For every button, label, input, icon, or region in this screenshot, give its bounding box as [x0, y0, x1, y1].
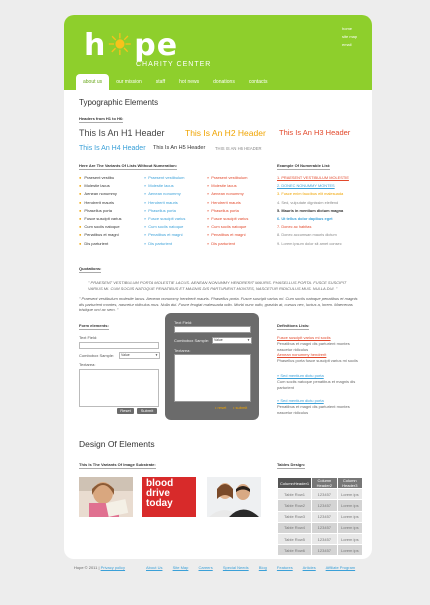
definition-term[interactable]: Fusce suscipit varius mi sociis	[277, 335, 331, 340]
definition-term[interactable]: » Sed mentium dictu porta	[277, 398, 324, 403]
list-arrow-red	[207, 174, 248, 248]
nav-tab-mission[interactable]: our mission	[116, 79, 142, 85]
list-link[interactable]: » Aenean nonummy	[144, 190, 185, 198]
text-field-input[interactable]	[79, 342, 159, 349]
image-substrate-label: This Is The Variants Of Image Substrate:	[79, 462, 156, 467]
logo-letter-h: h	[84, 28, 107, 63]
definition-desc: Penatibus et magni dis parturient montes nascetur ridiculus	[277, 404, 350, 415]
table-header-cell: Column Header3	[337, 478, 362, 489]
table-cell: 123457	[312, 511, 337, 522]
dark-submit-link[interactable]: • submit	[233, 405, 248, 410]
photo-girl-reading	[79, 477, 133, 517]
nav-tab-staff[interactable]: staff	[155, 79, 166, 85]
nav-tab-donations[interactable]: donations	[213, 79, 235, 85]
table-header-cell: Column Header2	[312, 478, 337, 489]
top-link-home[interactable]: home	[342, 26, 353, 31]
dark-form-panel	[165, 313, 259, 420]
numbered-item: 8. Donec accumsan mauris dictum	[277, 232, 337, 238]
list-link[interactable]: » Penatibus et magni	[144, 231, 185, 239]
list-link[interactable]: » Praesent vestibulum	[144, 174, 185, 182]
table-cell: Table Row3	[278, 511, 312, 522]
numbered-list	[277, 174, 349, 248]
table-row	[278, 545, 363, 556]
sun-icon: ☀	[106, 28, 135, 63]
nav-tab-contacts[interactable]: contacts	[248, 79, 268, 85]
list-link[interactable]: » Dis parturient	[144, 240, 185, 248]
dark-combobox-select[interactable]	[212, 337, 252, 344]
list-item: ● Penatibus et magni	[79, 231, 122, 239]
quotations-label: Quotations:	[79, 266, 102, 271]
list-bullet-yellow	[79, 174, 122, 248]
top-link-email[interactable]: email	[342, 42, 352, 47]
footer-link[interactable]: Site Map	[172, 565, 189, 570]
list-link[interactable]: » Penatibus et magni	[207, 231, 248, 239]
styled-table	[277, 477, 363, 556]
table-cell: Lorem ips	[337, 489, 362, 500]
table-row	[278, 533, 363, 544]
list-arrow-blue	[144, 174, 185, 248]
list-item: ● Aenean nonummy	[79, 190, 122, 198]
numerable-label: Example Of Numerable List:	[277, 163, 331, 168]
logo[interactable]	[84, 28, 179, 63]
table-cell: Table Row4	[278, 522, 312, 533]
numbered-item: 3. Fusce enim faucibus elit malesuada	[277, 191, 344, 197]
dark-textarea-input[interactable]	[174, 354, 251, 402]
top-links	[342, 25, 357, 49]
design-title: Design Of Elements	[79, 439, 155, 449]
list-link[interactable]: » Molestie lacus	[144, 182, 185, 190]
footer-copyright	[74, 565, 125, 570]
h1-sample: This Is An H1 Header	[79, 128, 165, 138]
table-cell: 123457	[312, 500, 337, 511]
photo-text-line: today	[146, 498, 173, 509]
site-header	[64, 15, 372, 90]
list-link[interactable]: » Cum sociis natoque	[144, 223, 185, 231]
nav-tab-about[interactable]: about us	[76, 74, 109, 90]
reset-button[interactable]: Reset	[117, 408, 134, 414]
definition-desc: Phasellus porta fusce suscipit varius mi sociis	[277, 358, 358, 363]
chevron-down-icon: ▼	[247, 338, 250, 342]
definitions-label: Definitions Lists:	[277, 323, 310, 328]
list-link[interactable]: » Phasellus porta	[144, 207, 185, 215]
headers-label: Headers from H1 to H6:	[79, 116, 124, 121]
list-link[interactable]: » Hendrerit mauris	[144, 199, 185, 207]
table-row	[278, 522, 363, 533]
list-link[interactable]: » Aenean nonummy	[207, 190, 248, 198]
list-link[interactable]: » Phasellus porta	[207, 207, 248, 215]
numbered-item[interactable]: 2. DONEC NONUMMY MONTES	[277, 183, 335, 189]
text-field-label: Text Field:	[79, 335, 98, 340]
numbered-item[interactable]: 1. PRAESENT VESTIBULUM MOLESTIE	[277, 175, 349, 180]
list-link[interactable]: » Praesent vestibulum	[207, 174, 248, 182]
privacy-link[interactable]: Privacy policy	[100, 565, 126, 570]
list-item: ● Cum sociis natoque	[79, 223, 122, 231]
footer-link[interactable]: Blog	[258, 565, 267, 570]
list-item: ● Dis parturient	[79, 240, 122, 248]
list-link[interactable]: » Cum sociis natoque	[207, 223, 248, 231]
table-cell: Table Row6	[278, 545, 312, 556]
dark-combobox-value: Value	[214, 338, 223, 342]
chevron-down-icon: ▼	[155, 353, 158, 357]
definition-item	[277, 398, 365, 416]
photo-business-couple	[207, 477, 261, 517]
list-link[interactable]: » Hendrerit mauris	[207, 199, 248, 207]
footer-link[interactable]: Affiliate Program	[325, 565, 356, 570]
footer-link[interactable]: Special Needs	[222, 565, 249, 570]
table-cell: Table Row2	[278, 500, 312, 511]
numbered-item: 6. Ut tellus dolor dapibus eget	[277, 216, 333, 222]
definition-desc: Cum sociis natoque penatibus et magnis dis parturient	[277, 379, 356, 390]
list-item: ● Phasellus porta	[79, 207, 122, 215]
list-item: ● Hendrerit mauris	[79, 199, 122, 207]
numbered-item: 9. Lorem ipsum dolor sit amet consec	[277, 240, 342, 246]
nav-tab-news[interactable]: hot news	[179, 79, 200, 85]
h4-sample: This Is An H4 Header	[79, 145, 146, 152]
quote-regular: " Praesent vestibulum molestie lacus. Aenean nonummy hendrerit mauris. Phasellus porta. Fusce suscipit varius mi. Cum sociis natoque penatibus et magnis dis parturient montes, nascetur ridiculus mus. Nulla dui. Fusce feugiat malesuada odio. Morbi nunc odio, gravida at, cursus nec, luctus a, lorem. Maecenas tristique orci ac sem. "	[79, 296, 358, 312]
table-cell: 123457	[312, 533, 337, 544]
definition-item	[277, 373, 365, 391]
table-cell: Lorem ips	[337, 545, 362, 556]
list-item: ● Molestie lacus	[79, 182, 122, 190]
footer-link[interactable]: Articles	[302, 565, 316, 570]
list-link[interactable]: » Fusce suscipit varius	[207, 215, 248, 223]
definition-term[interactable]: Aenean nonummy hendrerit	[277, 352, 327, 357]
h5-sample: This Is An H5 Header	[153, 145, 206, 151]
dark-text-field-input[interactable]	[174, 326, 251, 333]
table-cell: Table Row1	[278, 489, 312, 500]
photo-text-line: drive	[146, 488, 170, 499]
dark-textarea-label: Textarea:	[174, 348, 191, 353]
main-nav	[76, 74, 274, 90]
footer-link[interactable]: Careers	[198, 565, 213, 570]
top-link-sitemap[interactable]: site map	[342, 34, 358, 39]
footer-link[interactable]: About Us	[146, 565, 163, 570]
dark-combobox-label: Combobox Sample:	[174, 338, 210, 343]
table-cell: 123457	[312, 545, 337, 556]
list-link[interactable]: » Dis parturient	[207, 240, 248, 248]
h3-sample: This Is An H3 Header	[279, 128, 351, 137]
table-header-row	[278, 478, 363, 489]
tables-label: Tables Design:	[277, 462, 306, 467]
dark-reset-link[interactable]: • reset	[215, 405, 227, 410]
h2-sample: This Is An H2 Header	[185, 128, 266, 138]
table-cell: 123457	[312, 489, 337, 500]
list-link[interactable]: » Molestie lacus	[207, 182, 248, 190]
combobox-value: Value	[121, 353, 130, 357]
numbered-item: 7. Donec ac habitas	[277, 224, 312, 230]
definition-item	[277, 352, 365, 364]
logo-subtitle: CHARITY CENTER	[136, 61, 212, 68]
photo-blood-drive	[142, 477, 196, 517]
table-row	[278, 500, 363, 511]
definition-term[interactable]: » Sed mentium dictu porta	[277, 373, 324, 378]
photo-text-line: blood	[146, 478, 174, 489]
table-cell: Table Row5	[278, 533, 312, 544]
textarea-input[interactable]	[79, 369, 159, 407]
table-row	[278, 511, 363, 522]
numbered-item: 4. Sed, vulputate dignissim eleifend	[277, 199, 339, 205]
header-samples-row2	[79, 145, 279, 155]
list-item: ● Fusce suscipit varius	[79, 215, 122, 223]
quote-uppercase: " PRAESENT VESTIBULUM PORTA MOLESTIE LACUS. AENEAN NONUMMY HENDRERIT MAURIS. PHASELLUS PORTA. FUSCE SUSCIPIT VARIUS MI. CUM SOCIIS NATOQUE PENATIBUS ET MAGNIS DIS PARTURIENT MONTES, NASCETUR RIDICULUS MUS. NULLA DUI. "	[88, 280, 347, 291]
textarea-label: Textarea:	[79, 362, 96, 367]
copyright-text: Hope © 2011 |	[74, 565, 100, 570]
table-row	[278, 489, 363, 500]
typography-title: Typographic Elements	[79, 98, 159, 107]
submit-button[interactable]: Submit	[137, 408, 157, 414]
header-samples-row1	[79, 128, 359, 142]
logo-letters-pe: pe	[134, 28, 179, 63]
list-item: ● Praesent vestibu	[79, 174, 122, 182]
combobox-label: Combobox Sample:	[79, 353, 115, 358]
dark-text-field-label: Text Field:	[174, 320, 193, 325]
h6-sample: THIS IS AN H6 HEADER	[215, 146, 262, 151]
footer-links	[146, 565, 364, 570]
definition-item	[277, 335, 365, 353]
variants-label: Here Are The Variants Of Lists Without Numeration:	[79, 163, 178, 168]
table-header-cell: ColumnHeader1	[278, 478, 312, 489]
table-cell: Lorem ips	[337, 522, 362, 533]
footer-link[interactable]: Features	[276, 565, 293, 570]
list-link[interactable]: » Fusce suscipit varius	[144, 215, 185, 223]
blood-drive-text	[146, 479, 173, 509]
numbered-item: 5. Mauris in mentium dictum magna	[277, 207, 344, 213]
table-cell: Lorem ips	[337, 500, 362, 511]
table-cell: 123457	[312, 522, 337, 533]
definition-desc: Penatibus et magni dis parturient montes nascetur ridiculus	[277, 341, 350, 352]
form-label: Form elements:	[79, 323, 109, 328]
table-cell: Lorem ips	[337, 533, 362, 544]
combobox-select[interactable]	[119, 352, 160, 359]
table-cell: Lorem ips	[337, 511, 362, 522]
